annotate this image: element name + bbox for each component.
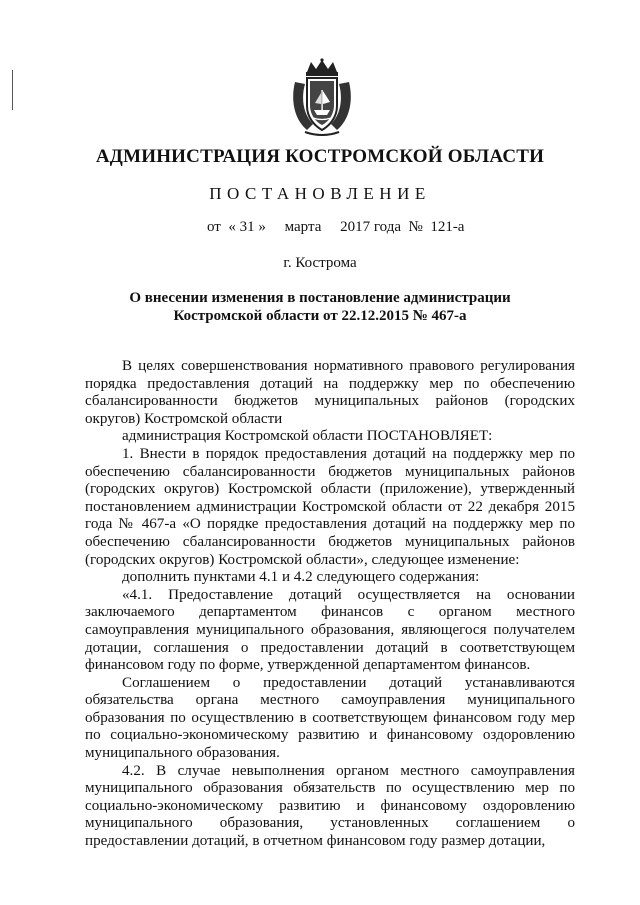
body-paragraph: дополнить пунктами 4.1 и 4.2 следующего содержания: — [122, 569, 480, 586]
body-paragraph: 4.2. В случае невыполнения органом местного самоуправления муниципального образования обязательств по осуществлению мер по социально-экономическому развитию и финансовому оздоровлению муниципального образования, установленных соглашением о предоставлении дотаций, в отчетном финансовом году размер дотации, — [85, 762, 575, 850]
body-paragraph: «4.1. Предоставление дотаций осуществляется на основании заключаемого департаментом финансов с органом местного самоуправления муниципального образования, являющегося получателем дотации, соглашения о предоставлении дотаций в соответствующем финансовом году по форме, утвержденной департаментом финансов. — [85, 586, 575, 674]
organization-title: АДМИНИСТРАЦИЯ КОСТРОМСКОЙ ОБЛАСТИ — [95, 146, 545, 167]
document-body — [85, 358, 575, 851]
number-sign: № — [408, 219, 423, 235]
scan-edge-mark — [12, 70, 13, 110]
date-month: марта — [284, 219, 322, 235]
subject-line-2: Костромской области от 22.12.2015 № 467-а — [173, 308, 467, 324]
document-number: 121-а — [430, 219, 465, 235]
date-day: « 31 » — [228, 219, 266, 235]
body-paragraph: 1. Внести в порядок предоставления дотаций на поддержку мер по обеспечению сбалансированности бюджетов муниципальных районов (городских округов) Костромской области (приложение), утвержденный постановлением администрации Костромской области от 22 декабря 2015 года № 467-а «О порядке предоставления дотаций на поддержку мер по обеспечению сбалансированности бюджетов муниципальных районов (городских округов) Костромской области», следующее изменение: — [85, 445, 575, 568]
body-paragraph: Соглашением о предоставлении дотаций устанавливаются обязательства органа местного самоуправления муниципального образования по осуществлению в соответствующем финансовом году мер по социально-экономическому развитию и финансовому оздоровлению муниципального образования. — [85, 674, 575, 762]
coat-of-arms-icon — [287, 58, 357, 138]
document-date-number — [207, 219, 464, 236]
city-name: г. Кострома — [283, 255, 357, 271]
document-subject — [0, 289, 640, 325]
date-year: 2017 года — [340, 219, 401, 235]
date-prefix: от — [207, 219, 221, 235]
body-paragraph: В целях совершенствования нормативного правового регулирования порядка предоставления дотаций на поддержку мер по обеспечению сбалансированности бюджетов муниципальных районов (городских округов) Костромской области — [85, 358, 575, 427]
subject-line-1: О внесении изменения в постановление администрации — [129, 290, 511, 306]
document-type: ПОСТАНОВЛЕНИЕ — [209, 184, 431, 203]
body-paragraph: администрация Костромской области ПОСТАНОВЛЯЕТ: — [122, 428, 493, 445]
